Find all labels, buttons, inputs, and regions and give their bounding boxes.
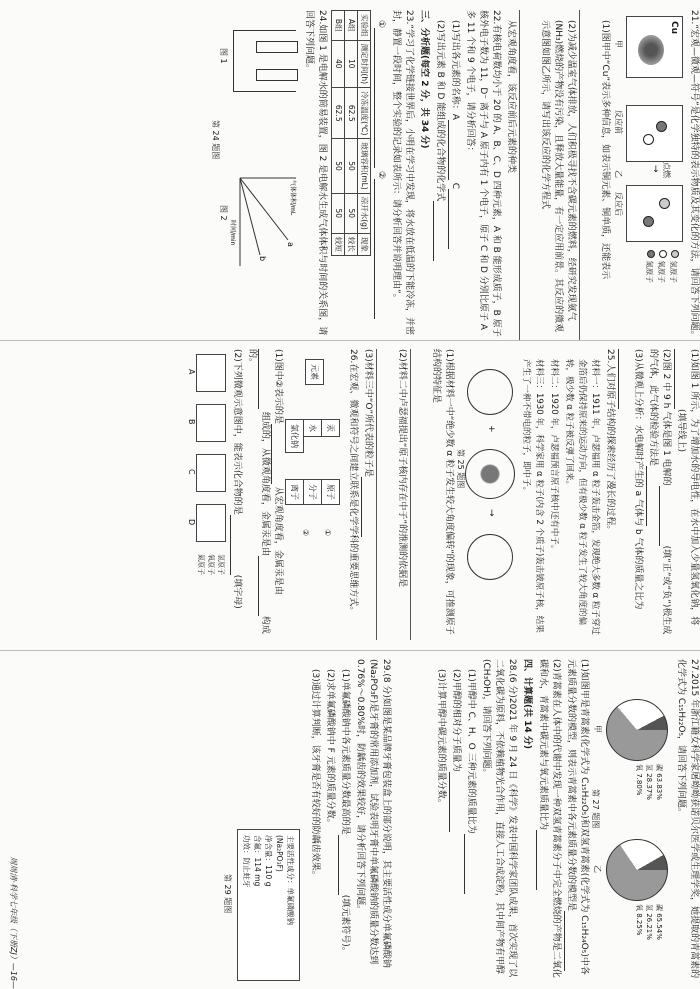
option-d-box[interactable] [196, 504, 226, 542]
box-line: 净含量：110 g [264, 835, 273, 887]
q25-part2: (2)材料二中卢瑟福提出“原子核内存在中子”的推测的依据是 [397, 349, 407, 588]
fig24 [212, 10, 300, 340]
n-legend-icon [647, 250, 655, 258]
q29-part1b: (填元素符号)。 [340, 894, 350, 956]
fig27-title: 第 27 题图 [591, 789, 600, 829]
cu-label: Cu [669, 21, 679, 35]
answer-blank[interactable] [448, 120, 458, 180]
pie-yi-legend [634, 904, 664, 940]
o-atom-icon [643, 134, 654, 145]
q23-a1: ① [376, 20, 386, 29]
q21-part1: (1)图甲中“Cu”表示多种信息，如表示铜元素、铜单质，还能表示 [600, 20, 610, 280]
options-legend [196, 554, 226, 575]
table-cell: A组 [345, 11, 358, 41]
q24: 24.如图 1 是电解水的简易装置，图 2 是电解水生成气体体积与时间的关系图，请回答下列问题。 [304, 10, 327, 336]
fig24-1-caption: 图 1 [219, 48, 228, 64]
pie-chart-jia [606, 699, 668, 761]
q22-part1b: C [450, 182, 460, 190]
q29-part3: (3)通过计算判断，该牙膏是否有较好的防龋齿效果。 [310, 669, 320, 880]
table-header: 冷冻温度(℃) [358, 88, 371, 139]
product-atom-icon [467, 534, 513, 580]
concept-molecule: 分子 [303, 479, 322, 505]
q24-part3: (3)从微观上分析：水电解时产生的 a 气体与 b 气体的质量之比为 [633, 349, 643, 610]
fig24-2-caption: 图 2 [219, 205, 228, 221]
atoms-cluster-icon [638, 35, 664, 65]
series-b-label: b [258, 256, 267, 262]
series-a-label: a [286, 242, 295, 247]
q26-part2-line [230, 349, 243, 640]
q27-part1: (1)如图甲是青蒿素(化学式为 C₁₅H₂₂O₅)和双氢青蒿素(化学式为 C₁₅H₂₄O₅)中各元素质量分数的模型，则表示青蒿素中各元素质量分数的模型是 [566, 659, 589, 975]
pie-jia-label: 氢 28.37% [645, 764, 653, 800]
q22-part1: (1)写出各元素的名称：A [450, 20, 460, 120]
option-c-label: C [187, 469, 196, 475]
table-header: 玻璃容积(mL) [358, 139, 371, 193]
fig29-title: 第 29 题图 [223, 874, 232, 914]
page-footer: 周周清·科学七年级（下册ZJ）—16— [9, 856, 18, 989]
q27: 27.2015 年浙江籍女科学家屠呦呦获诺贝尔医学或生理学奖，她提取的青蒿素的化学式为 C₁₅H₂₂O₅，请回答下列问题。 [676, 659, 699, 979]
answer-blank[interactable] [646, 466, 656, 526]
n-atom-icon [656, 121, 667, 132]
material-1: 材料一：1911 年，卢瑟福用 α 粒子轰击金箔，发现绝大多数 α 粒子穿过金箔后仍保持原来的运动方向，但有极少数 α 粒子发生了较大角度的偏转，极少数 α 粒子被反弹了回来。 [564, 359, 600, 635]
table-cell: B组 [332, 11, 345, 41]
pie-jia-label: 碳 63.83% [655, 764, 663, 800]
section-3-title: 三、分析题(每空 2 分，共 34 分) [419, 10, 429, 149]
pie-chart-yi [606, 839, 668, 901]
fig21-before-caption: 反应前 [614, 110, 623, 134]
answer-blank[interactable] [258, 349, 268, 409]
fig21-jia-caption: 甲 [614, 40, 623, 48]
concept-hg: 汞 [321, 419, 340, 437]
tube-a-icon [256, 41, 298, 53]
q29-part1: (1)单氟磷酸钠中各元素质量分数最高的是 [340, 669, 350, 835]
legend-o-label: 氧原子 [657, 260, 666, 283]
q24-part2: (2)图 2 中 9 h 气体是图 1 电解的 [661, 349, 671, 486]
table-header: 测定时间(h) [358, 40, 371, 88]
fig21-after-caption: 反应后 [614, 192, 623, 216]
q22-part2: (2)写出元素 B 和 D 能组成的化合物的化学式 [435, 20, 445, 202]
q21-part2: (2)为减少温室气体排放，人们积极寻找不含碳元素的燃料，经研究发现氨气(NH₃)燃烧的产物没有污染，且释放大量能量，有一定应用前景。其反应的微观示意图如图乙所示，请写出该反应的化学方程式 [540, 20, 576, 333]
q29-part1-line [338, 659, 351, 980]
q21-part2b: 从宏观角度看，该反应前后元素的种类 [506, 20, 516, 174]
nucleus-icon [465, 449, 515, 499]
q23-a2: ② [376, 170, 386, 180]
answer-blank[interactable] [338, 835, 348, 895]
q27-part1-line [564, 659, 590, 980]
pie-jia-legend [634, 764, 664, 800]
fig27-jia-caption: 甲 [593, 725, 602, 733]
fig21 [611, 10, 685, 340]
q23: 23.“学习了化学链接世界后，小明在学习中发现，将水放在低温的下能冷冻，并密封，静置一段时间，整个实验的记录如表所示：请分析回答并说明理由”。 [391, 10, 414, 335]
q29-part2: (2)求单氟磷酸钠中 F 元素的质量分数。 [325, 669, 335, 828]
option-a-label: A [187, 369, 196, 375]
q24-part2-line [646, 349, 672, 640]
fig24-graph [230, 160, 300, 270]
tube-b-icon [256, 69, 298, 81]
concept-ion: 离子 [285, 479, 304, 505]
legend-n-label: 氮原子 [645, 260, 654, 283]
material-2: 材料二：1920 年，卢瑟福预言原子核中还有中子。 [549, 359, 559, 554]
q25-part3-line [361, 349, 374, 640]
table-cell: 50 [345, 139, 358, 193]
h-legend-icon [671, 250, 679, 258]
table-header: 凉开水(g) [358, 193, 371, 233]
q26-part1: (1)图中②表示的是 [273, 349, 283, 424]
q21-intro: 21.“宏观—微观—符号”是化学独特的表示物质及其变化的方法，请回答下列问题。 [689, 10, 699, 340]
q28-part2-line [449, 659, 462, 980]
q23-table [331, 10, 371, 256]
table-cell: 较短 [332, 233, 345, 255]
answer-blank[interactable] [449, 772, 459, 832]
legend-h-label: 氢原子 [669, 260, 678, 283]
q26-part1d: 构成的。 [247, 349, 270, 634]
column-middle [0, 340, 700, 640]
fig21-yi-caption: 乙 [614, 170, 623, 178]
box-line: 功效：防止蛀牙 [242, 835, 251, 888]
fig21-before-box [626, 105, 683, 162]
q25-part3: (3)材料三中“O”所代表的粒子是 [363, 349, 373, 478]
table-header-row [358, 11, 371, 256]
answer-line[interactable] [579, 10, 596, 340]
answer-line[interactable] [410, 349, 427, 640]
concept-atom: 原子 [321, 479, 340, 505]
pie-yi-label: 碳 65.54% [655, 904, 663, 940]
concept-water: 水 [303, 419, 322, 437]
arrow-icon: → [486, 509, 496, 517]
fig25-title: 第 25 题图 [456, 449, 465, 489]
y-axis-label: 气体体积/mL [289, 180, 296, 216]
n-atom-icon [643, 216, 654, 227]
marker-2: ② [301, 529, 310, 537]
electrolysis-apparatus-icon [233, 30, 296, 92]
box-line: 含氟：114 mg [253, 835, 262, 887]
column-right [0, 650, 700, 980]
table-cell: 50 [332, 139, 345, 193]
option-b-label: B [187, 419, 196, 425]
pie-jia-label: 氧 7.80% [635, 764, 643, 796]
q27-part2-line [536, 659, 562, 980]
answer-blank[interactable] [271, 424, 281, 484]
table-cell: 50 [332, 193, 345, 233]
line-b [240, 178, 260, 255]
pie-yi-label: 氢 26.21% [645, 904, 653, 940]
q28-part1: (1)甲醇中 C、H、O 三种元素的质量比为 [466, 669, 476, 834]
q26: 26.在宏观、微观和符号之间建立联系是化学学科的重要思维方式。 [348, 349, 358, 616]
answer-blank[interactable] [448, 189, 458, 249]
table-cell: 62.5 [345, 88, 358, 139]
q26-part1-line [245, 349, 284, 640]
fig21-jia-box [626, 16, 683, 78]
option-d-label: D [187, 519, 196, 526]
q26-part2: (2)下列微观示意图中，能表示化合物的是 [232, 349, 242, 515]
q26-options [188, 349, 228, 640]
legend-n-label: 氮原子 [197, 554, 205, 575]
q25-part1: (1)根据材料一中“绝少数 α 粒子发生较大角度偏转”的现象，可推测原子结构的特征是 [431, 349, 454, 635]
answer-blank[interactable] [374, 179, 384, 319]
fig21-legend [643, 250, 679, 283]
answer-blank[interactable] [361, 477, 371, 537]
q28-part1-line [464, 659, 477, 980]
answer-blank[interactable] [618, 349, 628, 409]
fig21-after-box [626, 185, 683, 242]
q25: 25.人们对原子结构的探索经历了漫长的过程。 [605, 349, 615, 535]
q24-part2b: (填“正”或“负”)极生成的气体，此气体的检验方法是 [648, 349, 671, 635]
material-3: 材料三：1930 年，科学家用 α 粒子(内含 2 个质子)轰击铍原子核，结果产生了一种不带电的粒子，即中子。 [521, 359, 544, 633]
q29: 29.(8 分)如图是某品牌牙膏包装盒上的部分说明，其主要活性成分单氟磷酸钠(Na₂PO₃F)是牙膏的常用添加剂，试验表明牙膏中单氟磷酸钠的质量分数达到 0.76%～0.80%时，防龋齿的效果较好，请分析回答下列问题。 [355, 659, 391, 968]
table-cell: 62.5 [332, 88, 345, 139]
answer-line[interactable] [376, 349, 393, 640]
q22: 22.有核电荷数均小于 20 的 A、B、C、D 四种元素，A 和 B 能形成质子，B 原子核外电子数为 11，D⁻ 离子与 A 原子内有 1 个电子，原子 C 和 D 分别比原子 A 多 11 个和 9 个电子，请分析回答： [465, 10, 501, 337]
q28-part3: (3)计算甲醇中碳元素的质量分数。 [436, 669, 446, 808]
box-line: 主要活性成分：单氟磷酸钠 [286, 835, 295, 925]
table-header: 现象 [358, 233, 371, 255]
q23-answers [374, 10, 387, 340]
fig27-yi-caption: 乙 [593, 865, 602, 873]
q24-part1: (1)如图 1 所示，为了增加水的导电性，在水中加入少量氢氧化钠，将 [689, 349, 699, 626]
fig27 [590, 659, 672, 980]
answer-blank[interactable] [433, 201, 443, 261]
q26-part1c: 组成的，从微观角度看，金属汞是由 [260, 411, 270, 556]
fig26-concept-map [284, 349, 344, 640]
q24-part3-line [618, 349, 644, 640]
table-row [332, 11, 345, 256]
q27-part2: (2)青蒿素在人体中的代谢中发现一种双氢青蒿素分子中完全燃烧的产物是二氧化碳和水，青蒿素中碳元素与氧元素质量比为 [538, 659, 561, 978]
q24-part1-line [674, 349, 700, 640]
q22-part2-line [433, 10, 446, 340]
legend-h-label: 氢原子 [217, 554, 225, 575]
atom-model-icon [467, 369, 513, 415]
table-cell: 50 [345, 193, 358, 233]
legend-o-label: 氧原子 [207, 554, 215, 575]
concept-nacl: 氯化钠 [285, 419, 304, 453]
q24-part1b: (填导线上) [676, 409, 686, 453]
fig25 [455, 349, 517, 640]
reaction-arrow-icon: → [650, 165, 660, 173]
table-row [345, 11, 358, 256]
q28-part2: (2)甲醇的相对分子质量为 [451, 669, 461, 772]
toothpaste-label-box [237, 829, 300, 981]
concept-element: 元素 [305, 359, 324, 385]
section-4-title: 四、计算题(共 14 分) [522, 659, 532, 750]
pie-yi-label: 氧 8.25% [635, 904, 643, 936]
line-a [240, 178, 288, 240]
fig24-title: 第 24 题图 [211, 120, 220, 160]
answer-blank[interactable] [464, 834, 474, 894]
answer-blank[interactable] [258, 556, 268, 616]
q22-part1-line [448, 10, 461, 340]
answer-blank[interactable] [564, 911, 574, 971]
option-b-box[interactable] [196, 404, 226, 442]
o-legend-icon [659, 250, 667, 258]
table-header: 实验组 [358, 11, 371, 41]
table-cell: 40 [332, 40, 345, 88]
option-a-box[interactable] [196, 354, 226, 392]
q26-part1b: 从宏观角度看，金属汞是由 [273, 486, 283, 595]
option-c-box[interactable] [196, 454, 226, 492]
marker-1: ① [323, 529, 332, 537]
plus-icon: + [486, 425, 496, 433]
answer-blank[interactable] [659, 486, 669, 546]
column-left [0, 10, 700, 340]
box-line: (Na₂PO₃F) [275, 835, 284, 872]
answer-line[interactable] [519, 10, 536, 340]
answer-blank[interactable] [536, 830, 546, 890]
q26-part2b: (填字母) [232, 574, 242, 609]
fig29 [220, 659, 306, 980]
h-atom-icon [659, 198, 670, 209]
q28: 28.(6 分)2021 年 9 月 24 日《科学》发表中国科学家团队成果，首次实现了以二氧化碳为原料，不依赖植物光合作用，直接人工合成淀粉，其中间产物有甲醇(CH₃OH)，请回答下列问题。 [481, 659, 517, 978]
answer-blank[interactable] [374, 28, 384, 168]
fig21-condition: 点燃 [662, 162, 671, 178]
work-space[interactable] [392, 659, 432, 980]
table-cell: 较长 [345, 233, 358, 255]
table-cell: 10 [345, 40, 358, 88]
answer-blank[interactable] [674, 349, 684, 409]
answer-blank[interactable] [230, 515, 240, 575]
x-axis-label: 时间/min [229, 220, 236, 246]
